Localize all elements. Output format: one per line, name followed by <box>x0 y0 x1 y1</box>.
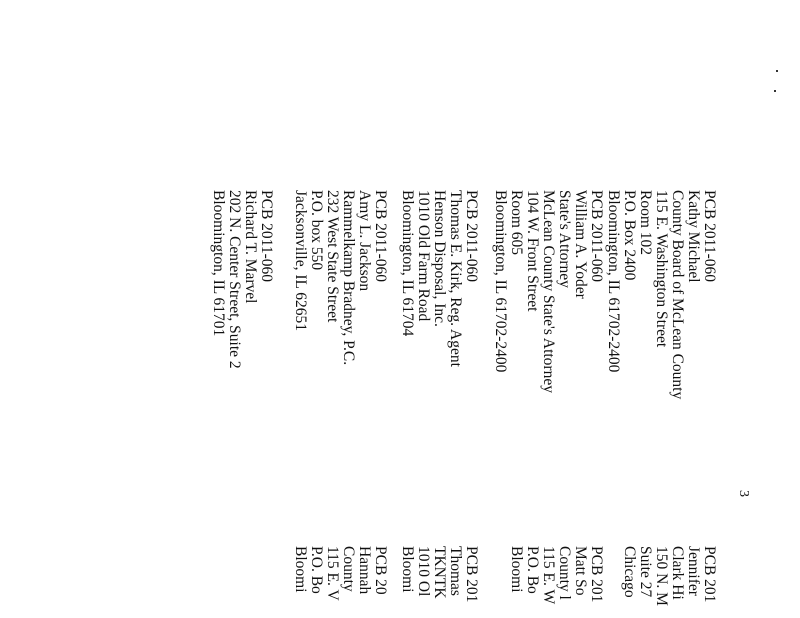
organization: Clark Hi <box>669 546 686 600</box>
recipient-name: Hannah <box>356 546 373 595</box>
service-entry-thomas <box>399 546 479 602</box>
service-entry-jennifer <box>621 546 717 606</box>
service-entry-matt <box>508 546 604 604</box>
city-state-zip: Bloomington, IL 61704 <box>399 190 416 337</box>
organization: Henson Disposal, Inc. <box>431 190 448 327</box>
scan-speck <box>774 90 776 92</box>
service-entry-jackson <box>292 190 388 365</box>
case-number: PCB 201 <box>701 546 718 603</box>
room: Room 102 <box>637 190 654 256</box>
street-address: 104 W. Front Street <box>524 190 541 312</box>
po-box: P.O. Bo <box>308 546 325 594</box>
street-address: 1010 Ol <box>415 546 432 597</box>
street-address: 115 E. Washington Street <box>653 190 670 348</box>
recipient-name: Matt So <box>572 546 589 596</box>
city-state-zip: Jacksonville, IL 62651 <box>292 190 309 332</box>
street-address: 232 West State Street <box>324 190 341 323</box>
case-number: PCB 20 <box>372 546 389 595</box>
recipient-name: Amy L. Jackson <box>356 190 373 292</box>
organization: County l <box>556 546 573 600</box>
service-entry-kirk <box>399 190 479 367</box>
organization: TKNTK <box>431 546 448 599</box>
po-box: P.O. Box 2400 <box>621 190 638 281</box>
city-state-zip: Bloomington, IL 61702-2400 <box>492 190 509 373</box>
case-number: PCB 2011-060 <box>463 190 480 283</box>
page-number: 3 <box>736 490 751 497</box>
title: State's Attorney <box>556 190 573 288</box>
organization: County Board of McLean County <box>669 190 686 400</box>
city-state-zip: Bloomi <box>292 546 309 593</box>
service-entry-marvel <box>210 190 274 369</box>
street-address: 115 E. W <box>540 546 557 605</box>
service-entry-hannah <box>292 546 388 601</box>
case-number: PCB 2011-060 <box>588 190 605 283</box>
service-entry-michael <box>605 190 717 399</box>
city-state-zip: Chicago <box>621 546 638 598</box>
city-state-zip: Bloomington, IL 61702-2400 <box>605 190 622 373</box>
case-number: PCB 2011-060 <box>258 190 275 283</box>
recipient-name: Jennifer <box>685 546 702 596</box>
recipient-name: Richard T. Marvel <box>242 190 259 304</box>
scan-speck <box>776 70 778 72</box>
organization: Rammelkamp Bradney, P.C. <box>340 190 357 366</box>
case-number: PCB 201 <box>463 546 480 603</box>
po-box: P.O. Bo <box>524 546 541 594</box>
case-number: PCB 2011-060 <box>701 190 718 283</box>
case-number: PCB 201 <box>588 546 605 603</box>
recipient-name: Thomas <box>447 546 464 596</box>
service-entry-yoder <box>492 190 604 393</box>
street-address: 202 N. Center Street, Suite 2 <box>226 190 243 369</box>
recipient-name: Thomas E. Kirk, Reg. Agent <box>447 190 464 367</box>
suite: Suite 27 <box>637 546 654 598</box>
po-box: P.O. box 550 <box>308 190 325 271</box>
city-state-zip: Bloomington, IL 61701 <box>210 190 227 337</box>
case-number: PCB 2011-060 <box>372 190 389 283</box>
recipient-name: William A. Yoder <box>572 190 589 299</box>
recipient-name: Kathy Michael <box>685 190 702 283</box>
organization: McLean County State's Attorney <box>540 190 557 393</box>
street-address: 115 E. V <box>324 546 341 601</box>
street-address: 150 N. M <box>653 546 670 606</box>
city-state-zip: Bloomi <box>399 546 416 593</box>
city-state-zip: Bloomi <box>508 546 525 593</box>
street-address: 1010 Old Farm Road <box>415 190 432 322</box>
organization: County <box>340 546 357 592</box>
room: Room 605 <box>508 190 525 256</box>
